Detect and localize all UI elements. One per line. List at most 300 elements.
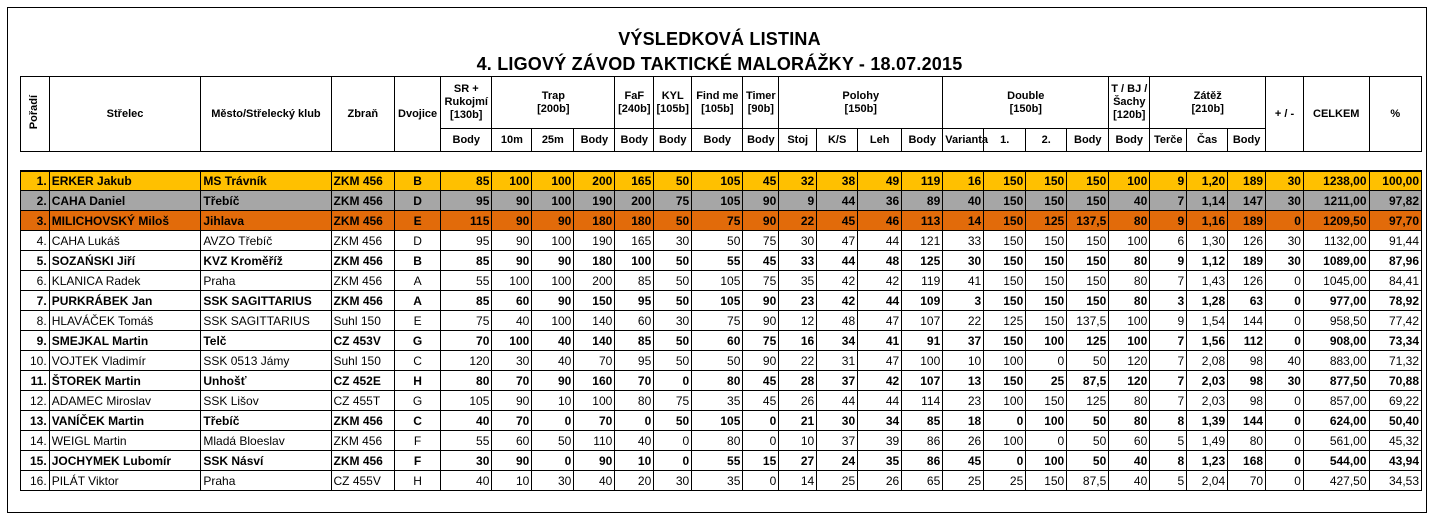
table-cell: 50 bbox=[654, 211, 692, 231]
table-cell: 89 bbox=[902, 191, 943, 211]
table-cell: 97,70 bbox=[1369, 211, 1421, 231]
table-cell: 150 bbox=[984, 271, 1026, 291]
table-cell: 100 bbox=[615, 251, 654, 271]
sub-header: 25m bbox=[532, 129, 574, 152]
table-cell: Praha bbox=[201, 271, 331, 291]
table-cell: 90 bbox=[743, 211, 779, 231]
table-cell: 91 bbox=[902, 331, 943, 351]
sub-header: Body bbox=[654, 129, 692, 152]
table-cell: 22 bbox=[779, 351, 817, 371]
sub-header: Body bbox=[615, 129, 654, 152]
table-cell: ZKM 456 bbox=[331, 231, 395, 251]
table-cell: 0 bbox=[654, 431, 692, 451]
table-cell: 0 bbox=[984, 451, 1026, 471]
table-cell: 100 bbox=[1026, 411, 1067, 431]
table-cell: KVZ Kroměříž bbox=[201, 251, 331, 271]
sub-header: Body bbox=[1228, 129, 1266, 152]
table-cell: 0 bbox=[1266, 211, 1304, 231]
table-cell: 18 bbox=[943, 411, 984, 431]
table-cell: 8. bbox=[21, 311, 50, 331]
table-cell: 23 bbox=[943, 391, 984, 411]
table-cell: 427,50 bbox=[1303, 471, 1369, 491]
table-row bbox=[21, 171, 1422, 191]
table-cell: 35 bbox=[779, 271, 817, 291]
table-cell: 44 bbox=[817, 251, 858, 271]
table-cell: 70 bbox=[615, 371, 654, 391]
table-cell: 14 bbox=[779, 471, 817, 491]
table-cell: 200 bbox=[615, 191, 654, 211]
table-cell: 45,32 bbox=[1369, 431, 1421, 451]
table-cell: 80 bbox=[1109, 411, 1150, 431]
table-cell: 44 bbox=[858, 291, 902, 311]
table-cell: 0 bbox=[532, 451, 574, 471]
table-cell: 3. bbox=[21, 211, 50, 231]
table-cell: 977,00 bbox=[1303, 291, 1369, 311]
col-pct: % bbox=[1369, 77, 1421, 152]
table-cell: 40 bbox=[441, 411, 492, 431]
table-cell: 44 bbox=[858, 391, 902, 411]
table-cell: 87,5 bbox=[1067, 471, 1109, 491]
table-cell: 75 bbox=[743, 271, 779, 291]
table-cell: 112 bbox=[1228, 331, 1266, 351]
table-cell: 16 bbox=[779, 331, 817, 351]
table-cell: 73,34 bbox=[1369, 331, 1421, 351]
table-cell: B bbox=[395, 251, 441, 271]
table-cell: 150 bbox=[574, 291, 615, 311]
table-cell: Unhošť bbox=[201, 371, 331, 391]
table-cell: 85 bbox=[615, 331, 654, 351]
table-cell: AVZO Třebíč bbox=[201, 231, 331, 251]
table-cell: 5. bbox=[21, 251, 50, 271]
sub-header: 10m bbox=[492, 129, 532, 152]
table-cell: SSK SAGITTARIUS bbox=[201, 291, 331, 311]
table-cell: 30 bbox=[943, 251, 984, 271]
table-cell: 10 bbox=[532, 391, 574, 411]
table-cell: 7 bbox=[1150, 351, 1187, 371]
table-cell: 70 bbox=[492, 371, 532, 391]
table-cell: ZKM 456 bbox=[331, 171, 395, 191]
table-cell: 189 bbox=[1228, 251, 1266, 271]
table-cell: 10. bbox=[21, 351, 50, 371]
table-cell: 8 bbox=[1150, 451, 1187, 471]
table-cell: 40 bbox=[532, 331, 574, 351]
table-cell: 0 bbox=[1266, 451, 1304, 471]
table-cell: 95 bbox=[615, 351, 654, 371]
col-celkem: CELKEM bbox=[1303, 77, 1369, 152]
col-timer: Timer [90b] bbox=[743, 77, 779, 129]
table-cell: SSK 0513 Jámy bbox=[201, 351, 331, 371]
table-cell: 45 bbox=[817, 211, 858, 231]
table-cell: 35 bbox=[692, 471, 743, 491]
table-cell: 150 bbox=[984, 291, 1026, 311]
table-cell: 50 bbox=[654, 251, 692, 271]
table-cell: 120 bbox=[1109, 351, 1150, 371]
table-cell: 1,14 bbox=[1187, 191, 1228, 211]
table-cell: 100 bbox=[492, 331, 532, 351]
table-cell: 95 bbox=[441, 191, 492, 211]
table-cell: F bbox=[395, 451, 441, 471]
table-cell: 44 bbox=[817, 191, 858, 211]
table-row bbox=[21, 231, 1422, 251]
table-cell: 958,50 bbox=[1303, 311, 1369, 331]
table-cell: VANÍČEK Martin bbox=[49, 411, 201, 431]
table-cell: 0 bbox=[654, 371, 692, 391]
table-cell: 2. bbox=[21, 191, 50, 211]
table-cell: 50 bbox=[1067, 351, 1109, 371]
table-cell: 48 bbox=[817, 311, 858, 331]
table-cell: 100,00 bbox=[1369, 171, 1421, 191]
table-cell: 2,03 bbox=[1187, 391, 1228, 411]
table-cell: 0 bbox=[1266, 391, 1304, 411]
table-cell: 10 bbox=[943, 351, 984, 371]
table-cell: 40 bbox=[441, 471, 492, 491]
table-cell: 150 bbox=[1067, 191, 1109, 211]
table-cell: SMEJKAL Martin bbox=[49, 331, 201, 351]
table-cell: 40 bbox=[532, 351, 574, 371]
table-cell: 120 bbox=[441, 351, 492, 371]
table-cell: 30 bbox=[654, 231, 692, 251]
table-cell: E bbox=[395, 311, 441, 331]
page-subtitle: 4. LIGOVÝ ZÁVOD TAKTICKÉ MALORÁŽKY - 18.07.2015 bbox=[476, 54, 963, 74]
table-cell: 8 bbox=[1150, 411, 1187, 431]
table-cell: 9. bbox=[21, 331, 50, 351]
table-cell: 9 bbox=[1150, 211, 1187, 231]
table-cell: 10 bbox=[492, 471, 532, 491]
table-cell: 70 bbox=[574, 411, 615, 431]
sub-header: Terče bbox=[1150, 129, 1187, 152]
table-cell: 50 bbox=[654, 351, 692, 371]
sub-header: Body bbox=[1109, 129, 1150, 152]
table-cell: 200 bbox=[574, 271, 615, 291]
table-cell: 137,5 bbox=[1067, 311, 1109, 331]
table-cell: 100 bbox=[574, 391, 615, 411]
table-cell: 90 bbox=[743, 351, 779, 371]
table-cell: 41 bbox=[858, 331, 902, 351]
table-cell: 40 bbox=[1266, 351, 1304, 371]
table-cell: 0 bbox=[1026, 351, 1067, 371]
table-cell: 42 bbox=[817, 291, 858, 311]
table-cell: 71,32 bbox=[1369, 351, 1421, 371]
table-cell: PURKRÁBEK Jan bbox=[49, 291, 201, 311]
table-cell: 42 bbox=[858, 271, 902, 291]
table-cell: Praha bbox=[201, 471, 331, 491]
table-cell: 150 bbox=[984, 331, 1026, 351]
table-cell: 140 bbox=[574, 331, 615, 351]
table-cell: 30 bbox=[441, 451, 492, 471]
table-row bbox=[21, 271, 1422, 291]
table-cell: ZKM 456 bbox=[331, 431, 395, 451]
table-cell: 150 bbox=[984, 211, 1026, 231]
table-cell: Třebíč bbox=[201, 191, 331, 211]
table-cell: 98 bbox=[1228, 351, 1266, 371]
table-cell: 15. bbox=[21, 451, 50, 471]
table-cell: Jihlava bbox=[201, 211, 331, 231]
table-cell: 50 bbox=[654, 171, 692, 191]
table-cell: 114 bbox=[902, 391, 943, 411]
table-cell: 2,03 bbox=[1187, 371, 1228, 391]
col-zatez: Zátěž [210b] bbox=[1150, 77, 1266, 129]
table-cell: 42 bbox=[858, 371, 902, 391]
table-cell: 40 bbox=[943, 191, 984, 211]
table-cell: ZKM 456 bbox=[331, 411, 395, 431]
table-cell: 150 bbox=[1026, 291, 1067, 311]
table-cell: 26 bbox=[943, 431, 984, 451]
sub-header: Leh bbox=[858, 129, 902, 152]
table-cell: 50 bbox=[1067, 451, 1109, 471]
table-cell: 85 bbox=[441, 171, 492, 191]
table-cell: 13. bbox=[21, 411, 50, 431]
table-cell: 1045,00 bbox=[1303, 271, 1369, 291]
table-cell: 1,49 bbox=[1187, 431, 1228, 451]
table-cell: B bbox=[395, 171, 441, 191]
table-cell: 0 bbox=[1266, 331, 1304, 351]
table-cell: 95 bbox=[615, 291, 654, 311]
table-cell: 50 bbox=[654, 291, 692, 311]
table-cell: 2,08 bbox=[1187, 351, 1228, 371]
table-cell: 37 bbox=[817, 431, 858, 451]
table-cell: 47 bbox=[858, 311, 902, 331]
table-cell: 144 bbox=[1228, 411, 1266, 431]
table-cell: 125 bbox=[1067, 391, 1109, 411]
table-cell: 3 bbox=[943, 291, 984, 311]
table-cell: 150 bbox=[1067, 171, 1109, 191]
table-cell: 0 bbox=[1266, 411, 1304, 431]
table-cell: 39 bbox=[858, 431, 902, 451]
table-cell: 87,5 bbox=[1067, 371, 1109, 391]
table-cell: 0 bbox=[1266, 471, 1304, 491]
table-cell: 877,50 bbox=[1303, 371, 1369, 391]
table-cell: 45 bbox=[743, 391, 779, 411]
table-cell: 69,22 bbox=[1369, 391, 1421, 411]
table-cell: 41 bbox=[943, 271, 984, 291]
table-cell: 90 bbox=[743, 311, 779, 331]
table-cell: H bbox=[395, 371, 441, 391]
table-cell: 90 bbox=[492, 191, 532, 211]
table-cell: 30 bbox=[532, 471, 574, 491]
table-cell: 91,44 bbox=[1369, 231, 1421, 251]
table-cell: 63 bbox=[1228, 291, 1266, 311]
table-cell: 42 bbox=[817, 271, 858, 291]
table-cell: 20 bbox=[615, 471, 654, 491]
table-cell: 23 bbox=[779, 291, 817, 311]
col-trap: Trap [200b] bbox=[492, 77, 615, 129]
table-cell: 31 bbox=[817, 351, 858, 371]
table-cell: 160 bbox=[574, 371, 615, 391]
table-cell: 55 bbox=[692, 451, 743, 471]
table-cell: 90 bbox=[532, 371, 574, 391]
table-cell: 97,82 bbox=[1369, 191, 1421, 211]
table-cell: 84,41 bbox=[1369, 271, 1421, 291]
table-cell: 1,23 bbox=[1187, 451, 1228, 471]
table-cell: 9 bbox=[779, 191, 817, 211]
table-cell: 40 bbox=[615, 431, 654, 451]
table-cell: 13 bbox=[943, 371, 984, 391]
table-cell: 121 bbox=[902, 231, 943, 251]
table-cell: 44 bbox=[858, 231, 902, 251]
sub-header: Stoj bbox=[779, 129, 817, 152]
table-cell: 60 bbox=[492, 291, 532, 311]
table-cell: 2,04 bbox=[1187, 471, 1228, 491]
table-cell: 11. bbox=[21, 371, 50, 391]
table-cell: 22 bbox=[943, 311, 984, 331]
table-cell: CZ 455V bbox=[331, 471, 395, 491]
table-cell: 86 bbox=[902, 431, 943, 451]
table-cell: 80 bbox=[1109, 291, 1150, 311]
table-cell: 0 bbox=[654, 451, 692, 471]
table-cell: ZKM 456 bbox=[331, 191, 395, 211]
table-cell: KLANICA Radek bbox=[49, 271, 201, 291]
table-cell: E bbox=[395, 211, 441, 231]
table-cell: 50 bbox=[654, 411, 692, 431]
table-cell: 6. bbox=[21, 271, 50, 291]
table-cell: 85 bbox=[441, 291, 492, 311]
table-cell: 119 bbox=[902, 171, 943, 191]
table-cell: 561,00 bbox=[1303, 431, 1369, 451]
table-cell: 70 bbox=[1228, 471, 1266, 491]
table-cell: 126 bbox=[1228, 271, 1266, 291]
table-cell: 47 bbox=[858, 351, 902, 371]
table-cell: 85 bbox=[441, 251, 492, 271]
table-cell: 36 bbox=[858, 191, 902, 211]
table-cell: 150 bbox=[1026, 171, 1067, 191]
table-cell: 7 bbox=[1150, 391, 1187, 411]
table-cell: 857,00 bbox=[1303, 391, 1369, 411]
table-cell: 40 bbox=[1109, 471, 1150, 491]
table-cell: 30 bbox=[779, 231, 817, 251]
table-cell: 87,96 bbox=[1369, 251, 1421, 271]
table-cell: 150 bbox=[984, 191, 1026, 211]
table-cell: 35 bbox=[692, 391, 743, 411]
table-cell: 44 bbox=[817, 391, 858, 411]
table-cell: 16 bbox=[943, 171, 984, 191]
table-row bbox=[21, 431, 1422, 451]
table-cell: 125 bbox=[984, 311, 1026, 331]
table-cell: 22 bbox=[779, 211, 817, 231]
sub-header: Varianta bbox=[943, 129, 984, 152]
table-cell: 47 bbox=[817, 231, 858, 251]
col-sr: SR + Rukojmí [130b] bbox=[441, 77, 492, 129]
table-cell: SOZAŃSKI Jiří bbox=[49, 251, 201, 271]
table-cell: 150 bbox=[1067, 291, 1109, 311]
table-cell: 883,00 bbox=[1303, 351, 1369, 371]
table-cell: 30 bbox=[654, 311, 692, 331]
table-cell: MS Trávník bbox=[201, 171, 331, 191]
col-plusminus: + / - bbox=[1266, 77, 1304, 152]
table-cell: 190 bbox=[574, 191, 615, 211]
table-cell: 34 bbox=[817, 331, 858, 351]
table-cell: 105 bbox=[692, 171, 743, 191]
table-cell: 100 bbox=[902, 351, 943, 371]
table-row bbox=[21, 451, 1422, 471]
table-cell: CZ 455T bbox=[331, 391, 395, 411]
table-cell: 75 bbox=[654, 191, 692, 211]
table-cell: 1,39 bbox=[1187, 411, 1228, 431]
table-cell: 30 bbox=[1266, 251, 1304, 271]
table-cell: 25 bbox=[984, 471, 1026, 491]
sub-header: 1. bbox=[984, 129, 1026, 152]
table-row bbox=[21, 211, 1422, 231]
table-cell: 180 bbox=[574, 251, 615, 271]
table-cell: 80 bbox=[692, 431, 743, 451]
table-cell: 1. bbox=[21, 171, 50, 191]
table-cell: Třebíč bbox=[201, 411, 331, 431]
table-cell: 34 bbox=[858, 411, 902, 431]
col-zbran: Zbraň bbox=[331, 77, 395, 152]
table-cell: 150 bbox=[1026, 391, 1067, 411]
table-cell: D bbox=[395, 231, 441, 251]
table-cell: 9 bbox=[1150, 311, 1187, 331]
table-cell: 100 bbox=[1109, 171, 1150, 191]
table-cell: 37 bbox=[943, 331, 984, 351]
table-cell: 105 bbox=[692, 291, 743, 311]
table-cell: 10 bbox=[779, 431, 817, 451]
table-cell: 80 bbox=[1109, 211, 1150, 231]
table-cell: 0 bbox=[1266, 311, 1304, 331]
table-cell: 80 bbox=[1228, 431, 1266, 451]
col-dvojice: Dvojice bbox=[395, 77, 441, 152]
table-row bbox=[21, 291, 1422, 311]
table-cell: 90 bbox=[532, 211, 574, 231]
table-cell: 137,5 bbox=[1067, 211, 1109, 231]
table-cell: G bbox=[395, 391, 441, 411]
table-cell: CAHA Daniel bbox=[49, 191, 201, 211]
table-cell: 125 bbox=[1026, 211, 1067, 231]
table-cell: 40 bbox=[1109, 451, 1150, 471]
table-cell: 100 bbox=[532, 271, 574, 291]
table-cell: 10 bbox=[615, 451, 654, 471]
table-cell: VOJTEK Vladimír bbox=[49, 351, 201, 371]
table-cell: 100 bbox=[1109, 331, 1150, 351]
table-cell: 1209,50 bbox=[1303, 211, 1369, 231]
table-cell: 150 bbox=[1026, 231, 1067, 251]
table-cell: 75 bbox=[692, 311, 743, 331]
table-cell: 75 bbox=[654, 391, 692, 411]
table-cell: 90 bbox=[492, 211, 532, 231]
table-cell: 95 bbox=[441, 231, 492, 251]
table-cell: 98 bbox=[1228, 391, 1266, 411]
table-cell: 28 bbox=[779, 371, 817, 391]
table-cell: 60 bbox=[492, 431, 532, 451]
sub-header: Body bbox=[692, 129, 743, 152]
table-cell: 150 bbox=[984, 171, 1026, 191]
table-cell: 98 bbox=[1228, 371, 1266, 391]
table-cell: 0 bbox=[1266, 271, 1304, 291]
table-cell: 75 bbox=[743, 231, 779, 251]
table-cell: 30 bbox=[492, 351, 532, 371]
sub-header: Čas bbox=[1187, 129, 1228, 152]
table-cell: 60 bbox=[692, 331, 743, 351]
table-cell: 150 bbox=[1026, 251, 1067, 271]
table-cell: ZKM 456 bbox=[331, 211, 395, 231]
table-cell: 45 bbox=[743, 371, 779, 391]
table-cell: 30 bbox=[817, 411, 858, 431]
table-cell: 100 bbox=[532, 311, 574, 331]
table-cell: 1132,00 bbox=[1303, 231, 1369, 251]
col-tbj: T / BJ / Šachy [120b] bbox=[1109, 77, 1150, 129]
table-cell: 180 bbox=[574, 211, 615, 231]
table-cell: 1211,00 bbox=[1303, 191, 1369, 211]
table-cell: 80 bbox=[692, 371, 743, 391]
table-cell: F bbox=[395, 431, 441, 451]
table-cell: MILICHOVSKÝ Miloš bbox=[49, 211, 201, 231]
table-cell: 38 bbox=[817, 171, 858, 191]
sub-header: 2. bbox=[1026, 129, 1067, 152]
col-faf: FaF [240b] bbox=[615, 77, 654, 129]
table-cell: 0 bbox=[615, 411, 654, 431]
table-cell: 90 bbox=[492, 231, 532, 251]
table-cell: 27 bbox=[779, 451, 817, 471]
table-cell: 140 bbox=[574, 311, 615, 331]
